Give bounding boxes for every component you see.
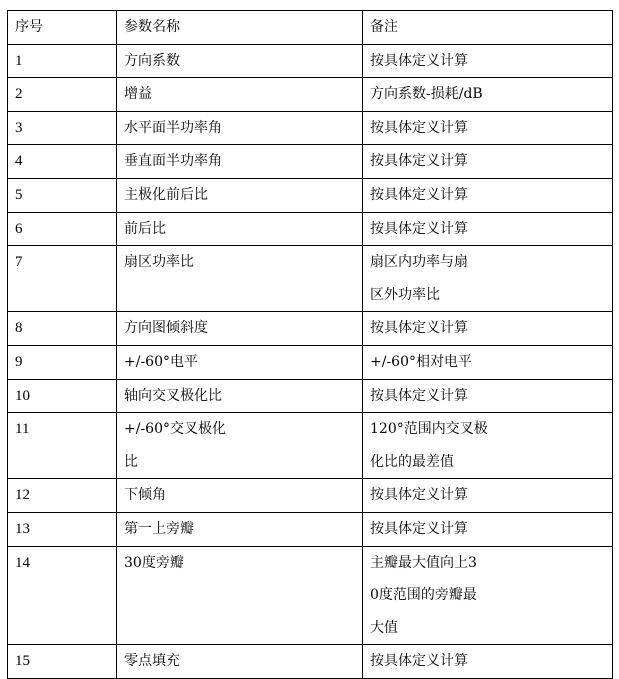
row-index: 5 [8,178,117,212]
remarks-cell-line: 主瓣最大值向上3 [370,554,477,571]
remarks-cell [363,178,613,212]
parameter-name-cell-line: 主极化前后比 [124,186,208,203]
row-index: 4 [8,145,117,179]
row-index: 3 [8,111,117,145]
remarks-cell [363,145,613,179]
row-index: 7 [8,246,117,312]
row-index: 13 [8,512,117,546]
table-row [8,111,613,145]
parameter-name-cell [117,44,363,78]
parameter-name-cell-line: 方向系数 [124,52,180,69]
row-index: 9 [8,345,117,379]
parameter-name-cell-line: 扇区功率比 [124,254,194,271]
parameter-name-cell [117,145,363,179]
remarks-cell [363,312,613,346]
row-index: 8 [8,312,117,346]
remarks-cell [363,413,613,479]
row-index: 2 [8,78,117,112]
parameter-name-cell [117,312,363,346]
parameter-name-cell-line: 方向图倾斜度 [124,320,208,337]
table-row [8,246,613,312]
remarks-cell-line: 按具体定义计算 [370,119,468,136]
remarks-cell-line: 化比的最差值 [370,453,454,470]
table-row [8,345,613,379]
remarks-cell [363,212,613,246]
table-row [8,312,613,346]
remarks-cell-line: 按具体定义计算 [370,153,468,170]
parameter-name-cell-line: 垂直面半功率角 [124,153,222,170]
table-row [8,212,613,246]
remarks-cell-line: +/-60°相对电平 [370,353,472,370]
remarks-cell [363,479,613,513]
remarks-cell-line: 按具体定义计算 [370,220,468,237]
parameter-name-cell [117,212,363,246]
remarks-cell [363,345,613,379]
parameter-name-cell [117,512,363,546]
row-index: 1 [8,44,117,78]
remarks-cell [363,246,613,312]
table-row [8,178,613,212]
parameter-name-cell [117,546,363,645]
table-row [8,78,613,112]
row-index: 10 [8,379,117,413]
row-index: 12 [8,479,117,513]
parameter-name-cell-line: 增益 [124,86,152,103]
parameter-table [7,10,613,679]
parameter-name-cell-line: +/-60°电平 [124,353,198,370]
parameter-name-cell-line: 第一上旁瓣 [124,520,194,537]
parameter-name-cell-line: 轴向交叉极化比 [124,387,222,404]
parameter-name-cell [117,413,363,479]
row-index: 14 [8,546,117,645]
remarks-cell [363,645,613,679]
parameter-name-cell-line: 30度旁瓣 [124,554,184,571]
parameter-name-cell [117,379,363,413]
row-index: 15 [8,645,117,679]
header-remarks: 备注 [363,11,613,45]
parameter-name-cell [117,111,363,145]
remarks-cell-line: 按具体定义计算 [370,320,468,337]
parameter-name-cell [117,345,363,379]
row-index: 11 [8,413,117,479]
parameter-name-cell [117,78,363,112]
parameter-name-cell-line: 下倾角 [124,487,166,504]
header-parameter-name: 参数名称 [117,11,363,45]
table-row [8,546,613,645]
remarks-cell [363,512,613,546]
remarks-cell [363,111,613,145]
table-row [8,145,613,179]
table-row [8,645,613,679]
remarks-cell-line: 按具体定义计算 [370,520,468,537]
remarks-cell-line: 120°范围内交叉极 [370,421,488,438]
table-row [8,44,613,78]
header-index: 序号 [8,11,117,45]
parameter-name-cell-line: 水平面半功率角 [124,119,222,136]
parameter-name-cell [117,645,363,679]
remarks-cell [363,44,613,78]
parameter-name-cell-line: +/-60°交叉极化 [124,421,226,438]
remarks-cell [363,379,613,413]
remarks-cell-line: 区外功率比 [370,286,440,303]
remarks-cell-line: 按具体定义计算 [370,186,468,203]
parameter-name-cell-line: 比 [124,453,138,470]
parameter-name-cell [117,246,363,312]
remarks-cell-line: 按具体定义计算 [370,387,468,404]
table-row [8,479,613,513]
row-index: 6 [8,212,117,246]
table-row [8,379,613,413]
parameter-name-cell [117,479,363,513]
parameter-name-cell [117,178,363,212]
remarks-cell-line: 按具体定义计算 [370,653,468,670]
remarks-cell-line: 按具体定义计算 [370,52,468,69]
remarks-cell-line: 方向系数-损耗/dB [370,86,483,103]
remarks-cell-line: 扇区内功率与扇 [370,254,468,271]
remarks-cell [363,78,613,112]
table-header-row [8,11,613,45]
parameter-name-cell-line: 前后比 [124,220,166,237]
parameter-name-cell-line: 零点填充 [124,653,180,670]
remarks-cell [363,546,613,645]
remarks-cell-line: 0度范围的旁瓣最 [370,587,477,604]
table-row [8,512,613,546]
remarks-cell-line: 大值 [370,619,398,636]
remarks-cell-line: 按具体定义计算 [370,487,468,504]
table-body [8,44,613,678]
table-row [8,413,613,479]
